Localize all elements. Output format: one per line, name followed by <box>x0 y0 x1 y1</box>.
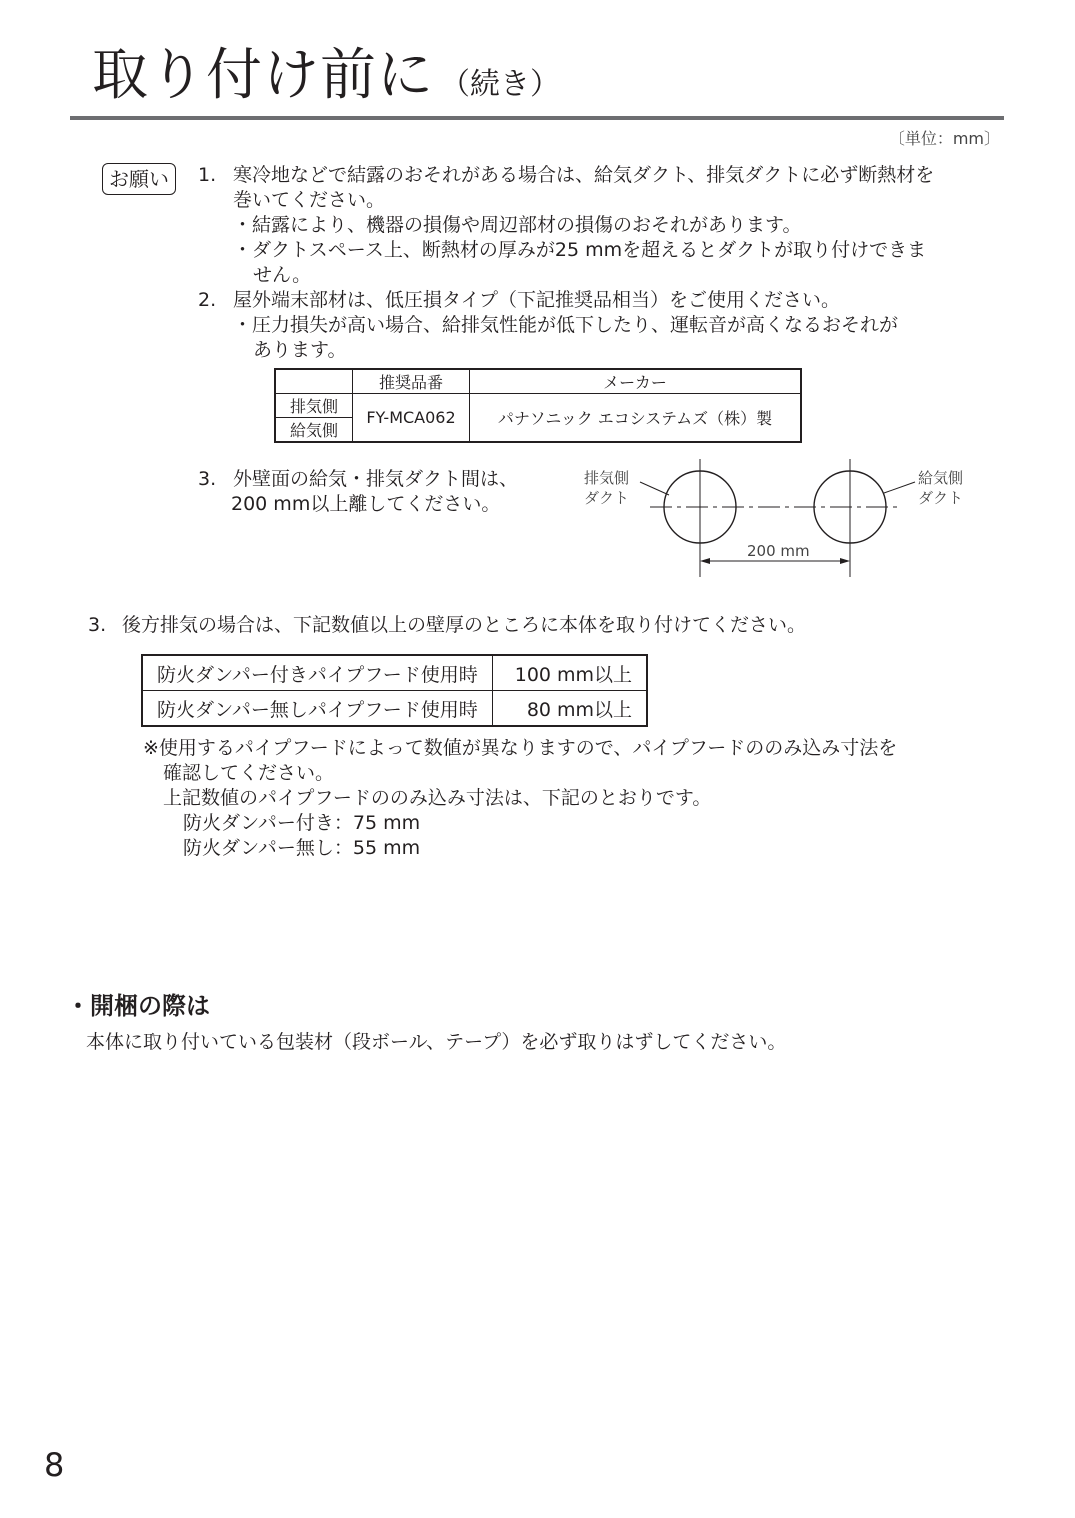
item1-line2: 巻いてください。 <box>233 189 386 211</box>
table-cell-maker: パナソニック エコシステムズ（株）製 <box>470 394 802 443</box>
table-cell-value: 80 mm以上 <box>492 691 647 727</box>
table-header-row <box>275 369 801 394</box>
table-header-cell <box>275 369 353 394</box>
footnote-line4: 防火ダンパー付き：75 mm <box>183 812 421 834</box>
exhaust-label-1: 排気側 <box>584 469 630 487</box>
footnote-line2: 確認してください。 <box>163 762 335 784</box>
table-cell-model: FY-MCA062 <box>353 394 470 443</box>
supply-leader-line <box>884 482 915 493</box>
page-title-sub: （続き） <box>440 67 560 102</box>
page-title-main: 取り付け前に <box>92 43 434 108</box>
table-header-cell: 推奨品番 <box>353 369 470 394</box>
item3a-line1: 外壁面の給気・排気ダクト間は、 <box>233 468 519 490</box>
table-cell-label: 防火ダンパー付きパイプフード使用時 <box>142 655 492 691</box>
duct-spacing-diagram <box>570 455 980 580</box>
dimension-arrow-left <box>700 558 710 564</box>
table-header-cell: メーカー <box>470 369 802 394</box>
page-title <box>92 40 560 121</box>
item2-number: 2. <box>198 289 217 311</box>
unit-note: 〔単位：mm〕 <box>888 129 1000 148</box>
supply-label-2: ダクト <box>918 489 964 507</box>
item1-bullet1: ・結露により、機器の損傷や周辺部材の損傷のおそれがあります。 <box>233 214 802 236</box>
table-cell-value: 100 mm以上 <box>492 655 647 691</box>
item3a-number: 3. <box>198 468 217 490</box>
item1-bullet2-line2: せん。 <box>253 264 312 286</box>
notice-badge: お願い <box>102 163 176 195</box>
table-row <box>142 655 647 691</box>
footnote-line5: 防火ダンパー無し：55 mm <box>183 837 421 859</box>
footnote-line3: 上記数値のパイプフードののみ込み寸法は、下記のとおりです。 <box>163 787 712 809</box>
supply-label-1: 給気側 <box>918 469 964 487</box>
wall-thickness-table <box>141 654 648 727</box>
item3b-text: 後方排気の場合は、下記数値以上の壁厚のところに本体を取り付けてください。 <box>122 614 807 636</box>
page-number: 8 <box>44 1446 65 1484</box>
table-cell-side: 排気側 <box>275 394 353 418</box>
unpacking-heading: ・開梱の際は <box>66 992 210 1020</box>
item1-line1: 寒冷地などで結露のおそれがある場合は、給気ダクト、排気ダクトに必ず断熱材を <box>233 164 935 186</box>
item2-line1: 屋外端末部材は、低圧損タイプ（下記推奨品相当）をご使用ください。 <box>233 289 841 311</box>
table-row <box>142 691 647 727</box>
table-cell-label: 防火ダンパー無しパイプフード使用時 <box>142 691 492 727</box>
footnote-line1: ※使用するパイプフードによって数値が異なりますので、パイプフードののみ込み寸法を <box>143 737 898 759</box>
item3b-number: 3. <box>88 614 107 636</box>
recommended-product-table <box>274 368 802 443</box>
item1-number: 1. <box>198 164 217 186</box>
dimension-label: 200 mm <box>747 542 810 560</box>
item2-bullet-line2: あります。 <box>253 339 347 361</box>
exhaust-leader-line <box>640 482 669 495</box>
item1-bullet2-line1: ・ダクトスペース上、断熱材の厚みが25 mmを超えるとダクトが取り付けできま <box>233 239 927 261</box>
exhaust-label-2: ダクト <box>584 489 630 507</box>
dimension-arrow-right <box>840 558 850 564</box>
table-cell-side: 給気側 <box>275 418 353 443</box>
item2-bullet-line1: ・圧力損失が高い場合、給排気性能が低下したり、運転音が高くなるおそれが <box>233 314 899 336</box>
title-rule <box>70 116 1004 120</box>
unpacking-text: 本体に取り付いている包装材（段ボール、テープ）を必ず取りはずしてください。 <box>86 1031 787 1053</box>
item3a-line2: 200 mm以上離してください。 <box>231 493 501 515</box>
table-row <box>275 394 801 418</box>
